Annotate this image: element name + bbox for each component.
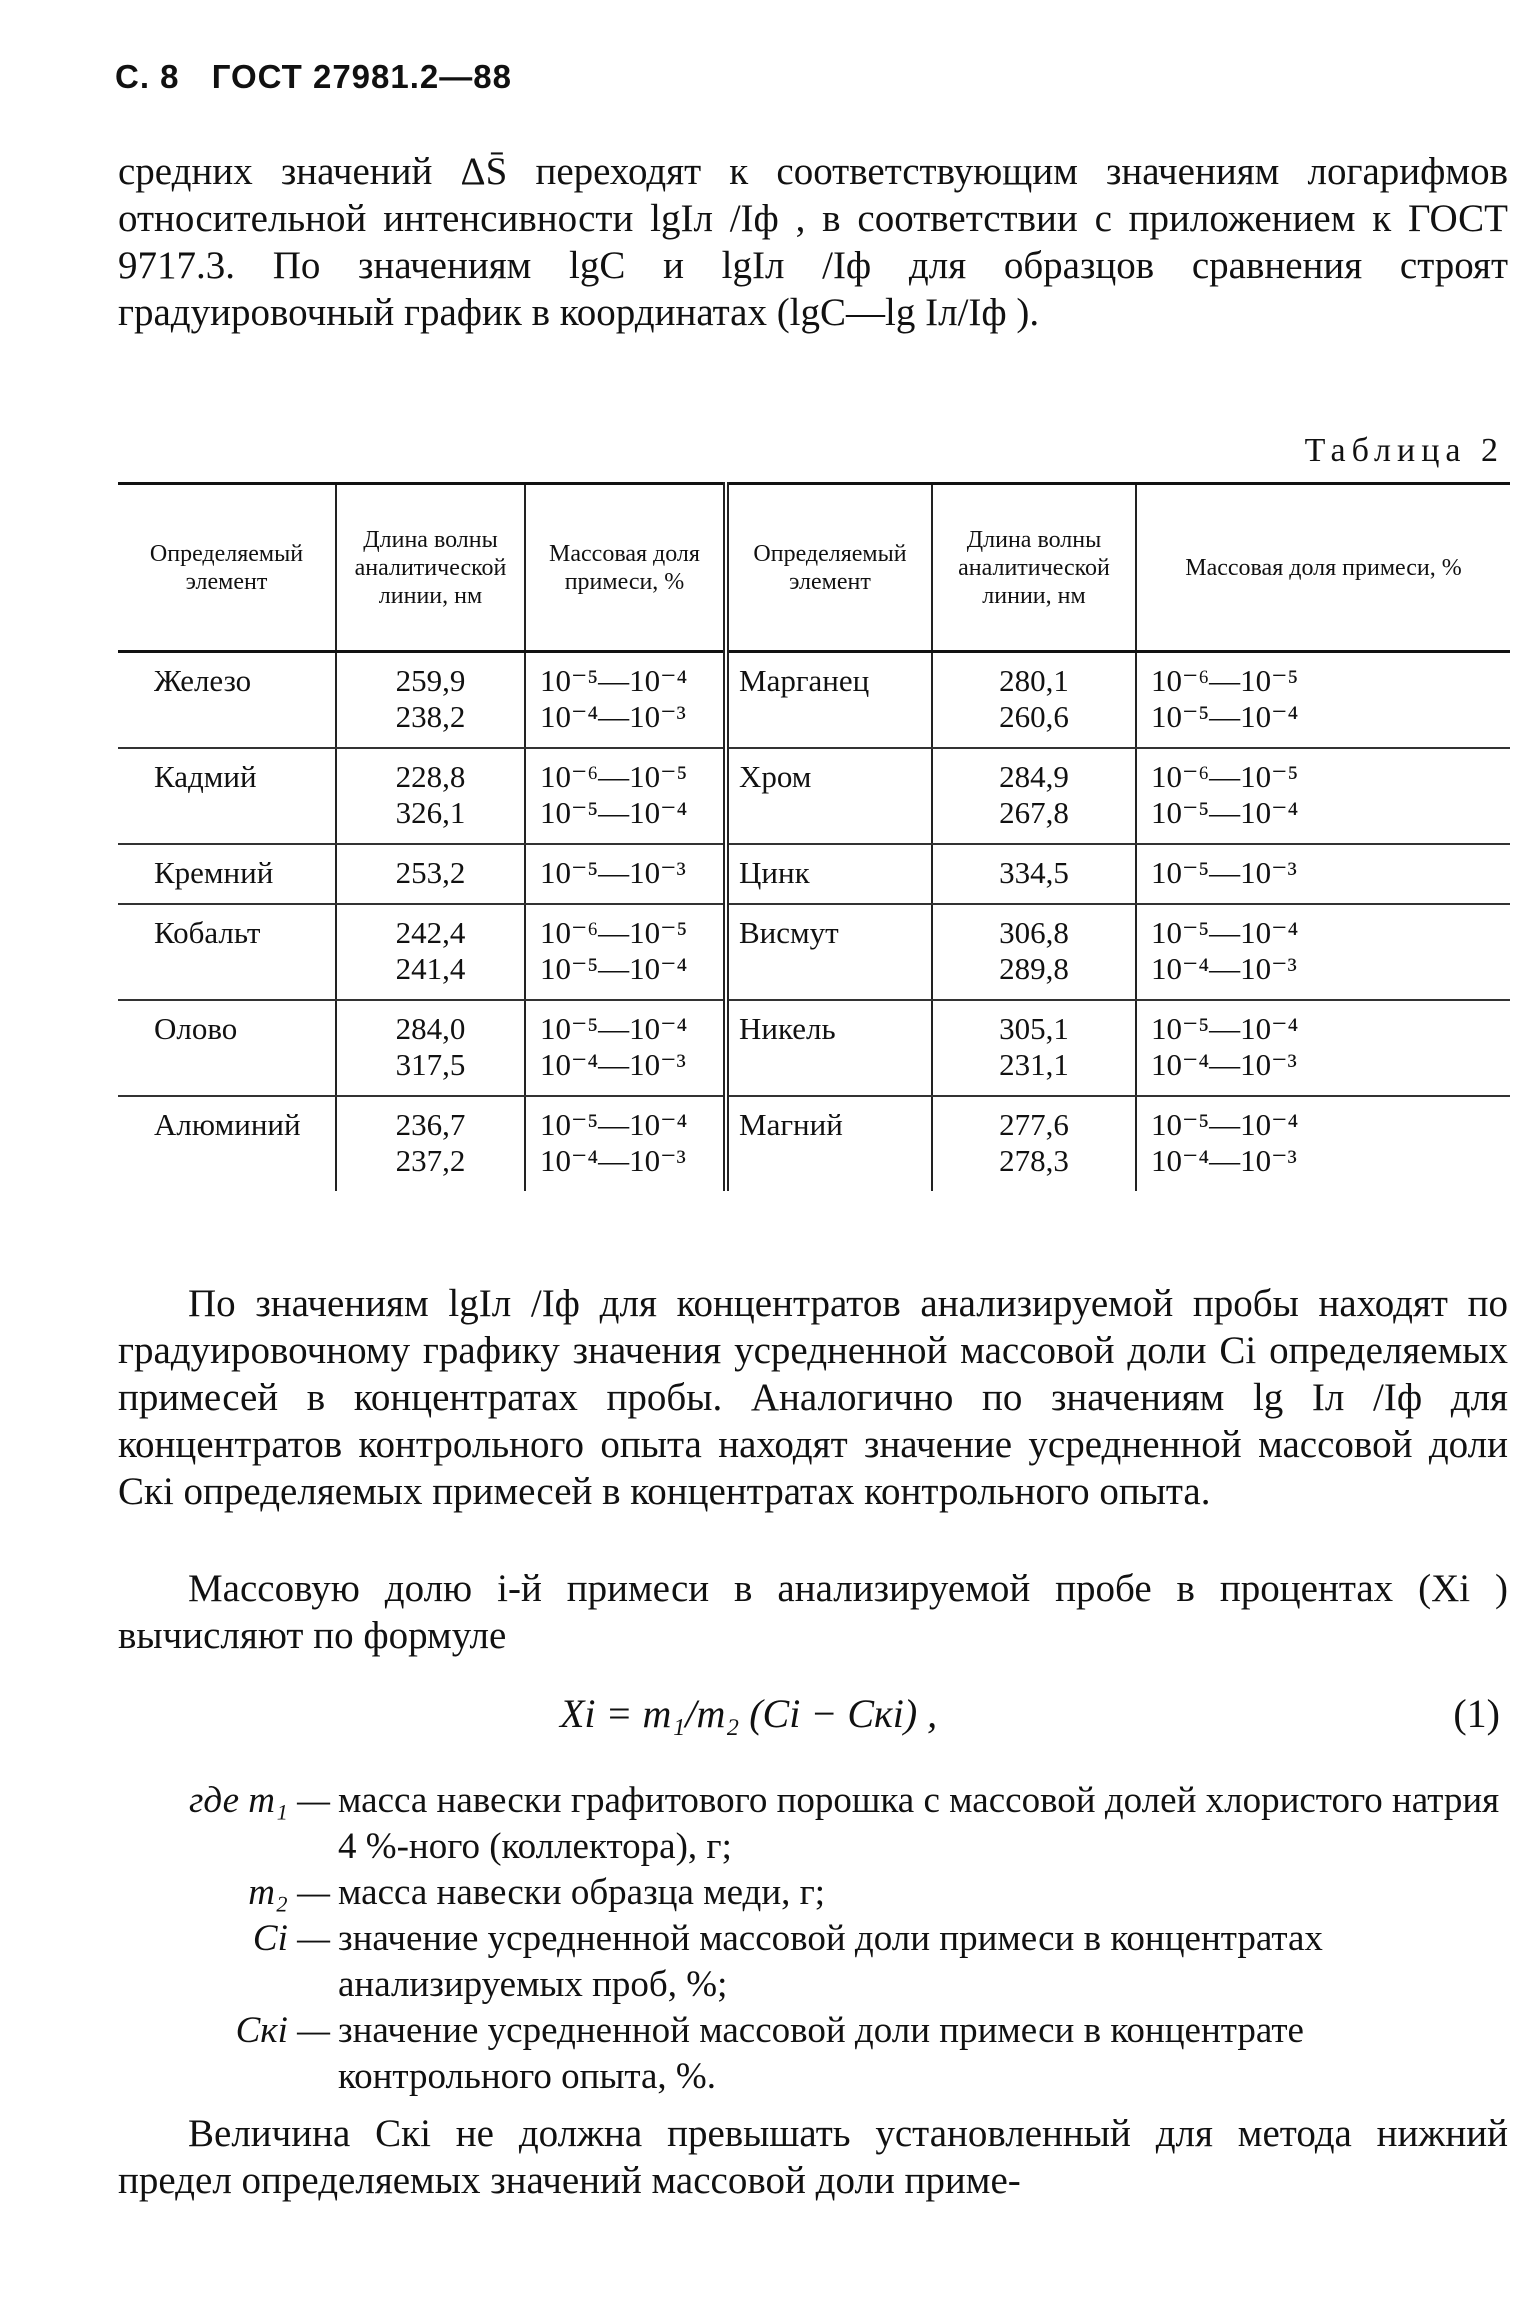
paragraph-intro: средних значений ΔS̄ переходят к соответствующим значениям логарифмов относительной интенсивности lgIл /Iф , в соответствии с приложением к ГОСТ 9717.3. По значениям lgC и lgIл /Iф для образцов сравнения строят градуировочный график в координатах (lgC—lg Iл/Iф ). bbox=[118, 150, 1508, 334]
impurities-table bbox=[118, 482, 1510, 1191]
cell-fraction: 10⁻⁵—10⁻³ bbox=[525, 844, 726, 904]
formula-legend bbox=[118, 1778, 1508, 2100]
legend-symbol: m₂ — bbox=[248, 1872, 330, 1913]
cell-wavelength: 306,8 289,8 bbox=[932, 904, 1136, 1000]
cell-wavelength: 259,9 238,2 bbox=[336, 652, 525, 749]
legend-definition: значение усредненной массовой доли примеси в концентратах анализируемых проб, %; bbox=[338, 1918, 1323, 2005]
cell-element: Никель bbox=[726, 1000, 932, 1096]
table-row bbox=[118, 652, 1510, 749]
cell-fraction: 10⁻⁵—10⁻³ bbox=[1136, 844, 1510, 904]
cell-wavelength: 284,0 317,5 bbox=[336, 1000, 525, 1096]
table-row bbox=[118, 1096, 1510, 1191]
cell-element: Висмут bbox=[726, 904, 932, 1000]
paragraph-method: По значениям lgIл /Iф для концентратов анализируемой пробы находят по градуировочному графику значения усредненной массовой доли Ci определяемых примесей в концентратах пробы. Аналогично по значениям lg Iл /Iф для концентратов контрольного опыта находят значение усредненной массовой доли Cкi определяемых примесей в концентратах контрольного опыта. bbox=[118, 1282, 1508, 1513]
cell-wavelength: 242,4 241,4 bbox=[336, 904, 525, 1000]
page-number: С. 8 bbox=[115, 58, 180, 95]
cell-element: Кадмий bbox=[118, 748, 336, 844]
table-body bbox=[118, 652, 1510, 1192]
cell-fraction: 10⁻⁵—10⁻⁴ 10⁻⁴—10⁻³ bbox=[1136, 1096, 1510, 1191]
table-row bbox=[118, 1000, 1510, 1096]
table-header-row bbox=[118, 484, 1510, 652]
cell-fraction: 10⁻⁵—10⁻⁴ 10⁻⁴—10⁻³ bbox=[525, 1000, 726, 1096]
cell-wavelength: 228,8 326,1 bbox=[336, 748, 525, 844]
header-fraction-2: Массовая доля примеси, % bbox=[1136, 484, 1510, 652]
legend-definition: масса навески графитового порошка с массовой долей хлористого натрия 4 %-ного (коллектора), г; bbox=[338, 1780, 1500, 1867]
table-row bbox=[118, 844, 1510, 904]
cell-element: Хром bbox=[726, 748, 932, 844]
cell-element: Алюминий bbox=[154, 1107, 301, 1142]
legend-symbol: где m₁ — bbox=[188, 1780, 330, 1821]
legend-row bbox=[118, 1870, 1508, 1916]
cell-fraction: 10⁻⁶—10⁻⁵ 10⁻⁵—10⁻⁴ bbox=[1136, 652, 1510, 749]
cell-element: Магний bbox=[726, 1096, 932, 1191]
legend-definition: масса навески образца меди, г; bbox=[338, 1872, 826, 1913]
cell-wavelength: 280,1 260,6 bbox=[932, 652, 1136, 749]
legend-row bbox=[118, 1778, 1508, 1870]
legend-symbol: Cкi — bbox=[235, 2010, 330, 2051]
paragraph-limit: Величина Cкi не должна превышать установленный для метода нижний предел определяемых значений массовой доли приме- bbox=[118, 2112, 1508, 2202]
cell-fraction: 10⁻⁵—10⁻⁴ 10⁻⁴—10⁻³ bbox=[525, 1096, 726, 1191]
cell-fraction: 10⁻⁵—10⁻⁴ 10⁻⁴—10⁻³ bbox=[1136, 904, 1510, 1000]
header-element-1: Определяемый элемент bbox=[118, 484, 336, 652]
standard-id: ГОСТ 27981.2—88 bbox=[211, 58, 512, 95]
cell-wavelength: 305,1 231,1 bbox=[932, 1000, 1136, 1096]
cell-wavelength: 284,9 267,8 bbox=[932, 748, 1136, 844]
cell-element: Цинк bbox=[726, 844, 932, 904]
legend-row bbox=[118, 2008, 1508, 2100]
cell-element: Кобальт bbox=[118, 904, 336, 1000]
cell-element: Кремний bbox=[118, 844, 336, 904]
legend-row bbox=[118, 1916, 1508, 2008]
page-header bbox=[115, 58, 534, 96]
cell-fraction: 10⁻⁶—10⁻⁵ 10⁻⁵—10⁻⁴ bbox=[1136, 748, 1510, 844]
table-row bbox=[118, 748, 1510, 844]
header-wavelength-2: Длина волны аналитической линии, нм bbox=[932, 484, 1136, 652]
cell-wavelength: 334,5 bbox=[932, 844, 1136, 904]
header-wavelength-1: Длина волны аналитической линии, нм bbox=[336, 484, 525, 652]
cell-wavelength: 277,6 278,3 bbox=[932, 1096, 1136, 1191]
cell-wavelength: 236,7 237,2 bbox=[336, 1096, 525, 1191]
header-element-2: Определяемый элемент bbox=[726, 484, 932, 652]
cell-element: Железо bbox=[118, 652, 336, 749]
table-caption: Таблица 2 bbox=[1304, 432, 1504, 469]
cell-element: Марганец bbox=[726, 652, 932, 749]
paragraph-formula-intro: Массовую долю i-й примеси в анализируемой пробе в процентах (Xi ) вычисляют по формуле bbox=[118, 1567, 1508, 1657]
cell-fraction: 10⁻⁶—10⁻⁵ 10⁻⁵—10⁻⁴ bbox=[525, 748, 726, 844]
legend-definition: значение усредненной массовой доли примеси в концентрате контрольного опыта, %. bbox=[338, 2010, 1304, 2097]
header-fraction-1: Массовая доля примеси, % bbox=[525, 484, 726, 652]
legend-symbol: Ci — bbox=[252, 1918, 330, 1959]
cell-fraction: 10⁻⁵—10⁻⁴ 10⁻⁴—10⁻³ bbox=[1136, 1000, 1510, 1096]
cell-element: Олово bbox=[118, 1000, 336, 1096]
table-row bbox=[118, 904, 1510, 1000]
formula-number: (1) bbox=[1453, 1691, 1500, 1736]
formula: Xi = m₁/m₂ (Ci − Cкi) , bbox=[560, 1691, 938, 1736]
cell-fraction: 10⁻⁵—10⁻⁴ 10⁻⁴—10⁻³ bbox=[525, 652, 726, 749]
cell-fraction: 10⁻⁶—10⁻⁵ 10⁻⁵—10⁻⁴ bbox=[525, 904, 726, 1000]
cell-wavelength: 253,2 bbox=[336, 844, 525, 904]
